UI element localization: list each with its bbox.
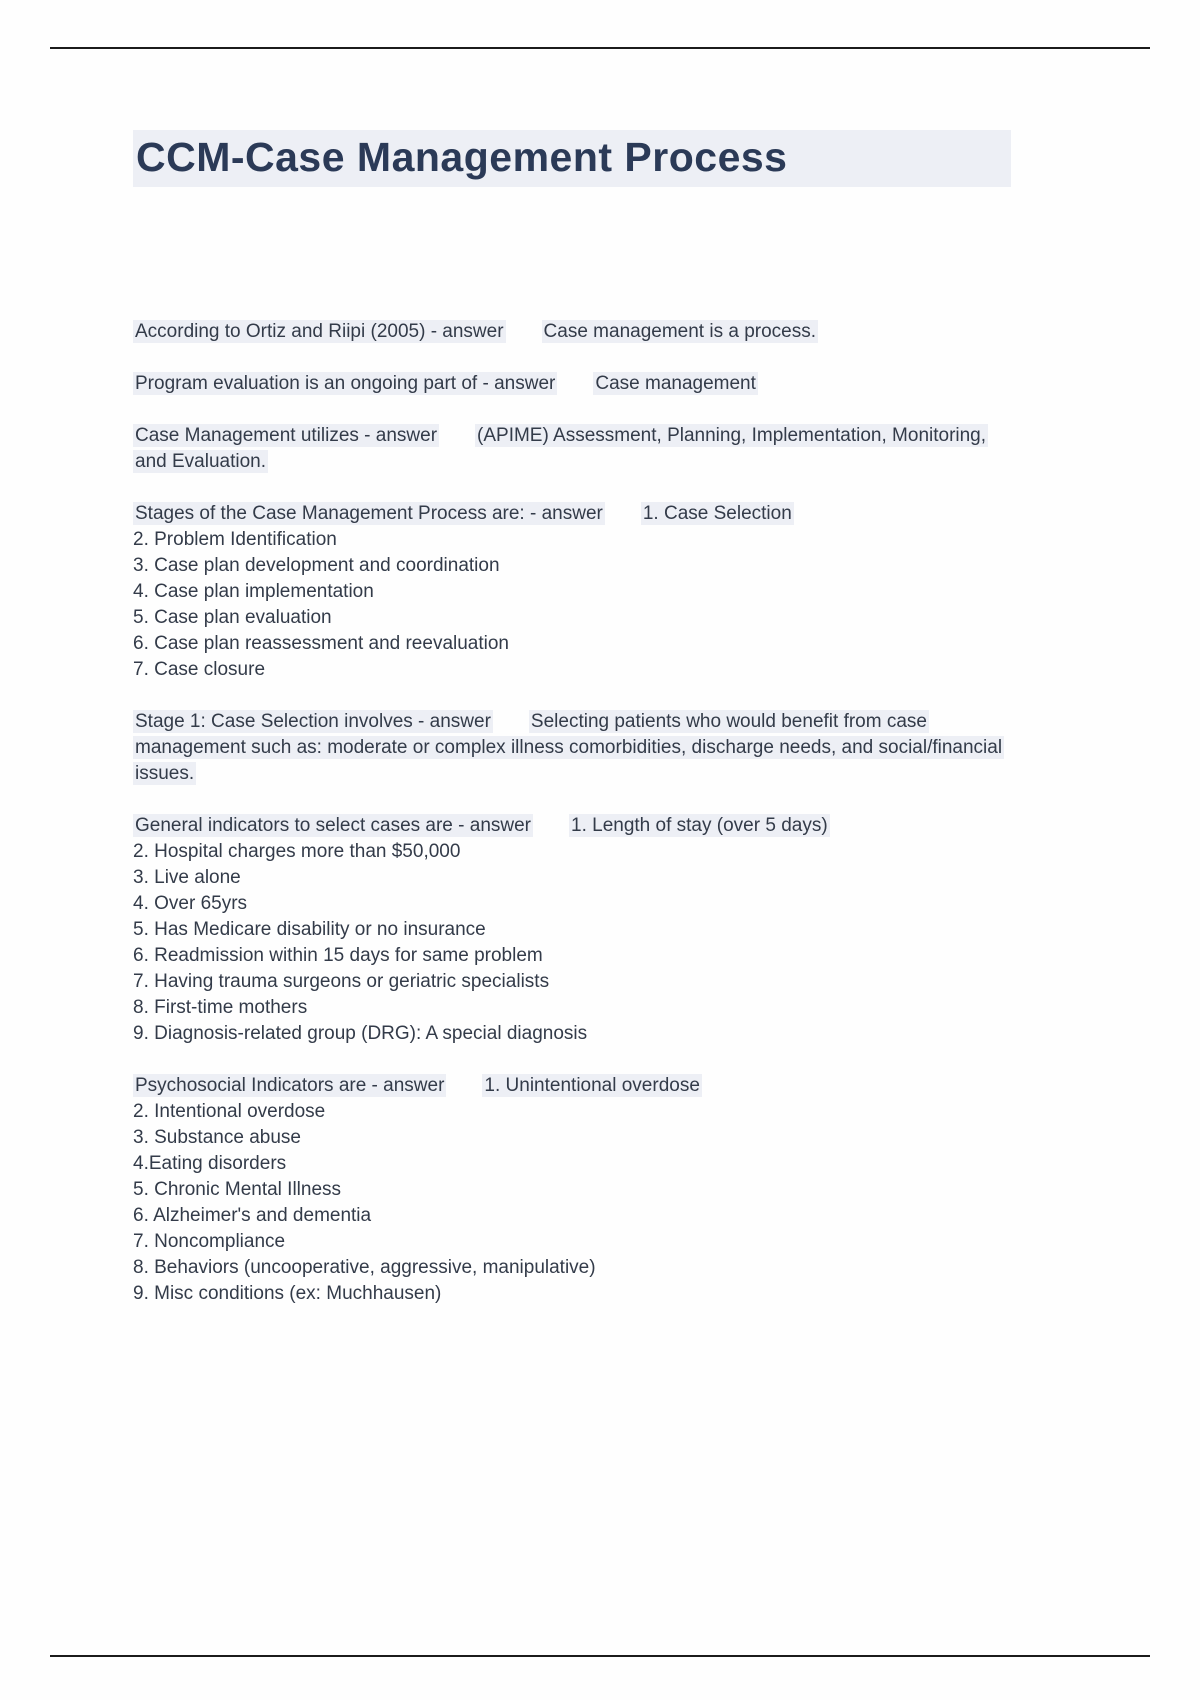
question-text: According to Ortiz and Riipi (2005) - answer [135,321,504,343]
qa-item [133,1073,1011,1307]
answer-line: 7. Having trauma surgeons or geriatric specialists [133,971,550,993]
answer-inline-text: Case management [595,373,756,395]
answer-line: 8. First-time mothers [133,997,308,1019]
answer-line: 8. Behaviors (uncooperative, aggressive, manipulative) [133,1257,596,1279]
answer-line: 5. Chronic Mental Illness [133,1179,342,1201]
answer-line: 4. Case plan implementation [133,581,374,603]
qa-first-line [133,371,1011,397]
answer-line: 4.Eating disorders [133,1153,287,1175]
qa-item [133,319,1011,345]
answer-line: 9. Misc conditions (ex: Muchhausen) [133,1283,442,1305]
answer-line: 3. Live alone [133,867,241,889]
answer-line: 6. Alzheimer's and dementia [133,1205,372,1227]
answer-gap [605,518,641,519]
question-text: Case Management utilizes - answer [135,425,438,447]
answer-gap [557,388,593,389]
qa-item [133,813,1011,1047]
answer-line: 5. Has Medicare disability or no insurance [133,919,486,941]
answer-line: 6. Readmission within 15 days for same problem [133,945,543,967]
question-text: Stage 1: Case Selection involves - answer [135,711,491,733]
qa-first-line [133,319,1011,345]
qa-list [133,319,1011,1307]
qa-item [133,709,1011,787]
answer-inline-text: Selecting patients who would benefit from case management such as: moderate or complex illness comorbidities, discharge needs, and social/financial issues. [135,711,1003,785]
answer-line: 7. Noncompliance [133,1231,286,1253]
answer-line: 2. Hospital charges more than $50,000 [133,841,461,863]
answer-gap [506,336,542,337]
page-title: CCM-Case Management Process [133,130,1011,187]
answer-line: 6. Case plan reassessment and reevaluation [133,633,510,655]
qa-first-line [133,813,1011,839]
answer-inline-text: (APIME) Assessment, Planning, Implementation, Monitoring, and Evaluation. [135,425,987,473]
answer-inline-text: Case management is a process. [543,321,817,343]
answer-gap [493,726,529,727]
qa-first-line [133,709,1011,787]
answer-line: 9. Diagnosis-related group (DRG): A special diagnosis [133,1023,588,1045]
qa-first-line [133,423,1011,475]
qa-item [133,501,1011,683]
qa-item [133,371,1011,397]
qa-first-line [133,1073,1011,1099]
answer-extra-lines [133,527,1011,683]
answer-gap [439,440,475,441]
answer-line: 4. Over 65yrs [133,893,248,915]
answer-line: 3. Substance abuse [133,1127,301,1149]
question-text: Program evaluation is an ongoing part of - answer [135,373,556,395]
answer-inline-text: 1. Unintentional overdose [484,1075,700,1097]
answer-line: 2. Intentional overdose [133,1101,326,1123]
question-text: Stages of the Case Management Process are: - answer [135,503,603,525]
answer-inline-text: 1. Length of stay (over 5 days) [571,815,828,837]
answer-extra-lines [133,1099,1011,1307]
answer-gap [446,1090,482,1091]
answer-line: 5. Case plan evaluation [133,607,332,629]
page-content [133,130,1011,1333]
qa-first-line [133,501,1011,527]
answer-line: 7. Case closure [133,659,266,681]
page-border-bottom [50,1655,1150,1657]
page-border-top [50,47,1150,49]
answer-gap [533,830,569,831]
qa-item [133,423,1011,475]
question-text: General indicators to select cases are - answer [135,815,532,837]
answer-line: 3. Case plan development and coordination [133,555,500,577]
answer-inline-text: 1. Case Selection [642,503,792,525]
question-text: Psychosocial Indicators are - answer [135,1075,445,1097]
answer-extra-lines [133,839,1011,1047]
answer-line: 2. Problem Identification [133,529,337,551]
